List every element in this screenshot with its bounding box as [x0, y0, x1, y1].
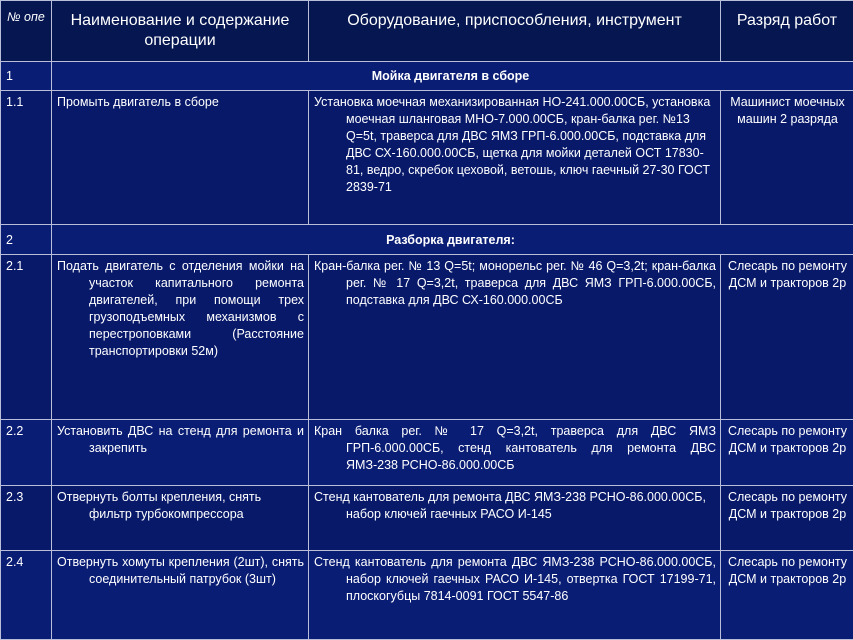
header-operation-name: Наименование и содержание операции: [52, 1, 309, 62]
operation-name-cell: [52, 420, 309, 486]
operation-grade: Машинист моечных машин 2 разряда: [721, 91, 853, 225]
section-row: [1, 225, 853, 255]
section-row: [1, 62, 853, 91]
operation-name: Установить ДВС на стенд для ремонта и закрепить: [57, 423, 304, 457]
operation-name: Отвернуть болты крепления, снять фильтр турбокомпрессора: [57, 489, 304, 523]
operation-row: [1, 486, 853, 551]
operation-name-cell: [52, 551, 309, 640]
operation-equipment-cell: [309, 255, 721, 420]
operation-number: 2.1: [1, 255, 52, 420]
operation-name: Промыть двигатель в сборе: [57, 94, 304, 111]
section-number: 1: [1, 62, 52, 91]
operation-row: [1, 255, 853, 420]
operation-equipment: Стенд кантователь для ремонта ДВС ЯМЗ-238 РСНО-86.000.00СБ, набор ключей гаечных РАСО И-145: [314, 489, 716, 523]
section-title: Разборка двигателя:: [52, 225, 853, 255]
operation-equipment-cell: [309, 91, 721, 225]
operation-name: Отвернуть хомуты крепления (2шт), снять соединительный патрубок (3шт): [57, 554, 304, 588]
header-equipment: Оборудование, приспособления, инструмент: [309, 1, 721, 62]
operation-row: [1, 551, 853, 640]
header-work-grade: Разряд работ: [721, 1, 853, 62]
operation-number: 2.3: [1, 486, 52, 551]
operation-number: 2.2: [1, 420, 52, 486]
operation-name-cell: [52, 91, 309, 225]
operation-name-cell: [52, 486, 309, 551]
operation-equipment-cell: [309, 486, 721, 551]
operation-name: Подать двигатель с отделения мойки на участок капитального ремонта двигателей, при помощи трех грузоподъемных механизмов с перестроповками (Расстояние транспортировки 52м): [57, 258, 304, 360]
operation-grade: Слесарь по ремонту ДСМ и тракторов 2р: [721, 486, 853, 551]
operation-equipment: Кран балка рег. № 17 Q=3,2t, траверса для ДВС ЯМЗ ГРП-6.000.00СБ, стенд кантователь для ремонта ДВС ЯМЗ-238 РСНО-86.000.00СБ: [314, 423, 716, 474]
operation-number: 1.1: [1, 91, 52, 225]
operation-grade: Слесарь по ремонту ДСМ и тракторов 2р: [721, 420, 853, 486]
section-number: 2: [1, 225, 52, 255]
operation-equipment-cell: [309, 420, 721, 486]
operation-number: 2.4: [1, 551, 52, 640]
header-operation-number: № опе: [1, 1, 52, 62]
operation-equipment-cell: [309, 551, 721, 640]
operation-equipment: Установка моечная механизированная НО-241.000.00СБ, установка моечная шланговая МНО-7.000.00СБ, кран-балка рег. №13 Q=5t, траверса для ДВС ЯМЗ ГРП-6.000.00СБ, подставка для ДВС СХ-160.000.00СБ, щетка для мойки деталей ОСТ 17830-81, ведро, скребок цеховой, ветошь, ключ гаечный 27-30 ГОСТ 2839-71: [314, 94, 716, 196]
operation-name-cell: [52, 255, 309, 420]
operation-equipment: Стенд кантователь для ремонта ДВС ЯМЗ-238 РСНО-86.000.00СБ, набор ключей гаечных РАСО И-145, отвертка ГОСТ 17199-71, плоскогубцы 7814-0091 ГОСТ 5547-86: [314, 554, 716, 605]
operation-grade: Слесарь по ремонту ДСМ и тракторов 2р: [721, 551, 853, 640]
operation-row: [1, 91, 853, 225]
section-title: Мойка двигателя в сборе: [52, 62, 853, 91]
operation-row: [1, 420, 853, 486]
operation-equipment: Кран-балка рег. № 13 Q=5t; монорельс рег. № 46 Q=3,2t; кран-балка рег. № 17 Q=3,2t, траверса для ДВС ЯМЗ ГРП-6.000.00СБ, подставка для ДВС СХ-160.000.00СБ: [314, 258, 716, 309]
operation-grade: Слесарь по ремонту ДСМ и тракторов 2р: [721, 255, 853, 420]
